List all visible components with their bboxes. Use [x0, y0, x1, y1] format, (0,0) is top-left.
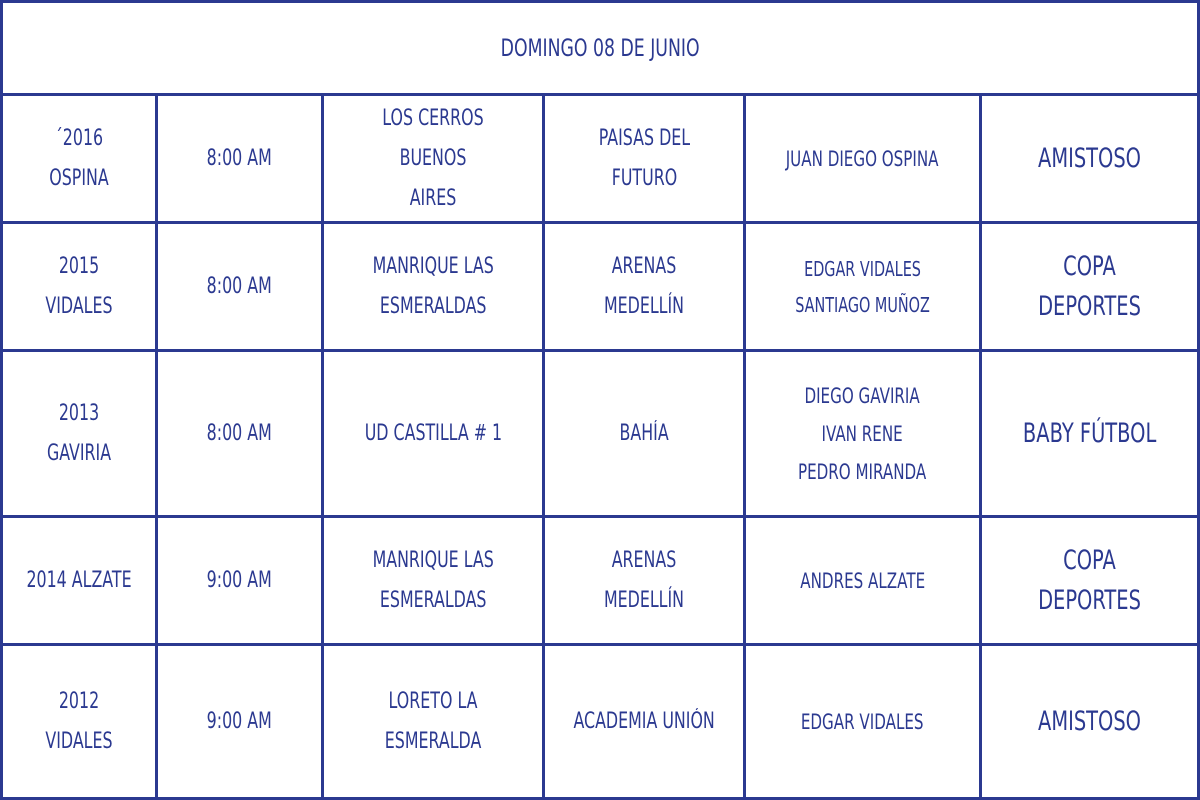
cell-time [158, 224, 324, 352]
coaches-label: DIEGO GAVIRIA IVAN RENE PEDRO MIRANDA [798, 383, 927, 484]
time-label: 8:00 AM [206, 420, 273, 446]
tournament-label: BABY FÚTBOL [1022, 417, 1157, 449]
cell-away-team [545, 352, 746, 518]
away-team-label: ARENAS MEDELLÍN [603, 253, 685, 319]
away-team-label: BAHÍA [619, 420, 669, 446]
time-label: 8:00 AM [206, 273, 273, 299]
cell-time [158, 646, 324, 797]
cell-time [158, 518, 324, 646]
cell-time [158, 352, 324, 518]
coaches-label: ANDRES ALZATE [800, 568, 925, 593]
cell-category [3, 224, 158, 352]
cell-tournament [982, 352, 1197, 518]
schedule-title: DOMINGO 08 DE JUNIO [500, 34, 700, 62]
cell-coaches [746, 224, 982, 352]
away-team-label: PAISAS DEL FUTURO [598, 125, 690, 191]
cell-category [3, 518, 158, 646]
time-label: 9:00 AM [206, 567, 273, 593]
cell-home-team [324, 224, 545, 352]
category-label: 2013 GAVIRIA [46, 400, 112, 466]
category-label: ´2016 OSPINA [49, 125, 109, 191]
schedule-header [3, 3, 1197, 96]
tournament-label: COPA DEPORTES [1038, 544, 1141, 616]
tournament-label: AMISTOSO [1038, 705, 1141, 737]
cell-away-team [545, 518, 746, 646]
cell-home-team [324, 352, 545, 518]
coaches-label: JUAN DIEGO OSPINA [786, 146, 939, 171]
cell-category [3, 646, 158, 797]
cell-coaches [746, 518, 982, 646]
cell-tournament [982, 96, 1197, 224]
cell-time [158, 96, 324, 224]
cell-home-team [324, 518, 545, 646]
tournament-label: AMISTOSO [1038, 142, 1141, 174]
away-team-label: ACADEMIA UNIÓN [573, 708, 715, 734]
home-team-label: MANRIQUE LAS ESMERALDAS [372, 253, 494, 319]
time-label: 8:00 AM [206, 145, 273, 171]
cell-away-team [545, 96, 746, 224]
coaches-label: EDGAR VIDALES SANTIAGO MUÑOZ [795, 256, 930, 317]
cell-coaches [746, 352, 982, 518]
home-team-label: LORETO LA ESMERALDA [384, 688, 482, 754]
cell-home-team [324, 96, 545, 224]
cell-tournament [982, 224, 1197, 352]
category-label: 2015 VIDALES [45, 253, 113, 319]
cell-category [3, 352, 158, 518]
category-label: 2012 VIDALES [45, 688, 113, 754]
cell-home-team [324, 646, 545, 797]
home-team-label: LOS CERROS BUENOS AIRES [382, 105, 484, 211]
cell-coaches [746, 96, 982, 224]
category-label: 2014 ALZATE [26, 567, 132, 593]
home-team-label: UD CASTILLA # 1 [364, 420, 502, 446]
cell-category [3, 96, 158, 224]
coaches-label: EDGAR VIDALES [801, 709, 924, 734]
cell-coaches [746, 646, 982, 797]
cell-tournament [982, 646, 1197, 797]
tournament-label: COPA DEPORTES [1038, 250, 1141, 322]
cell-tournament [982, 518, 1197, 646]
time-label: 9:00 AM [206, 708, 273, 734]
home-team-label: MANRIQUE LAS ESMERALDAS [372, 547, 494, 613]
away-team-label: ARENAS MEDELLÍN [603, 547, 685, 613]
cell-away-team [545, 224, 746, 352]
cell-away-team [545, 646, 746, 797]
